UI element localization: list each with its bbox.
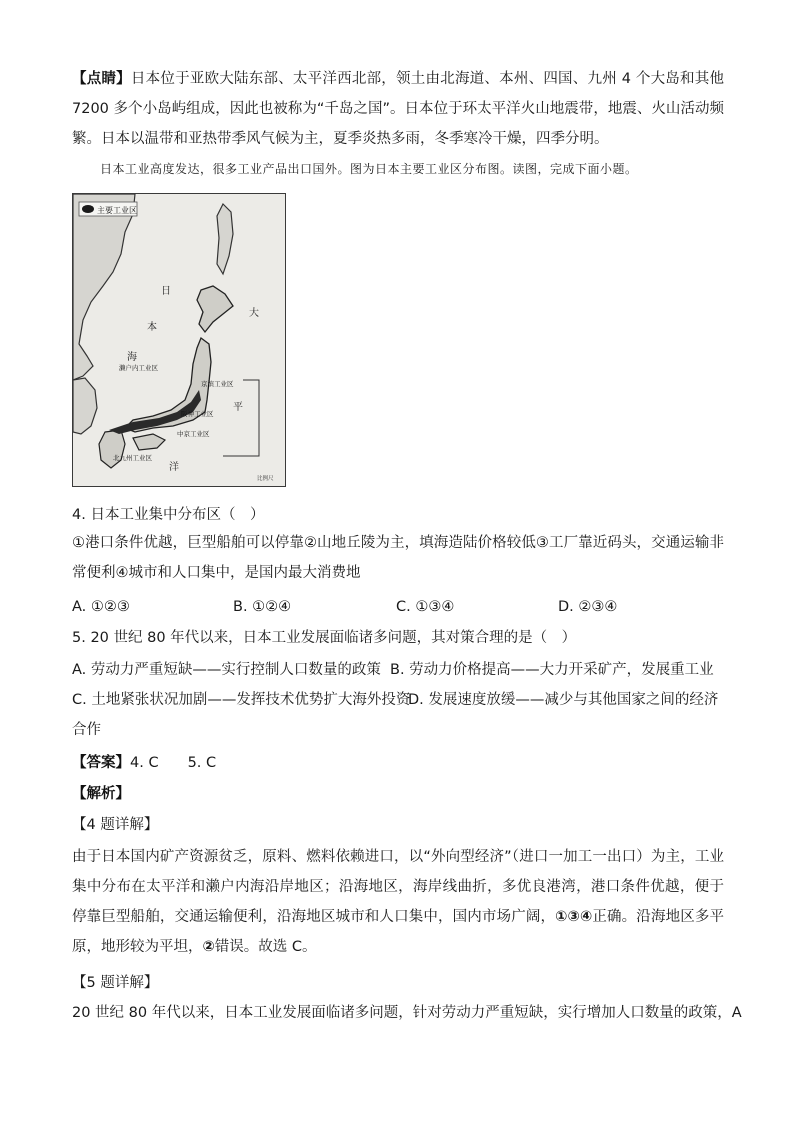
q4-choice-c: C. ①③④	[396, 599, 455, 615]
label-kitakyushu: 北九州工业区	[113, 454, 152, 462]
q4-choice-b: B. ①②④	[233, 599, 292, 615]
legend-label: 主要工业区	[97, 206, 137, 215]
dianjing-paragraph	[72, 64, 724, 154]
answer-text: 4. C 5. C	[130, 755, 217, 771]
q4-detail-wrong: ②	[202, 939, 215, 955]
japan-industrial-map	[72, 193, 286, 487]
label-hanshin: 阪神工业区	[181, 410, 214, 418]
label-setonaikai: 濑户内工业区	[119, 364, 158, 372]
answer-line	[72, 752, 216, 774]
label-ri: 日	[161, 286, 171, 297]
map-svg	[73, 194, 285, 486]
q4-choice-d: D. ②③④	[558, 599, 618, 615]
label-da: 大	[249, 308, 259, 319]
label-hai: 海	[127, 352, 137, 363]
dianjing-tag: 【点睛】	[72, 71, 131, 87]
q4-detail-text1: 由于日本国内矿产资源贫乏，原料、燃料依赖进口，以“外向型经济”（进口一加工一出口）为主，工业集中分布在太平洋和濑户内海沿岸地区；沿海地区，海岸线曲折，多优良港湾，港口条件优越，便于停靠巨型船舶，交通运输便利，沿海地区城市和人口集中，国内市场广阔，	[72, 849, 724, 925]
q4-choice-a: A. ①②③	[72, 599, 130, 615]
label-ben: 本	[147, 322, 157, 333]
q5-stem: 5. 20 世纪 80 年代以来，日本工业发展面临诸多问题，其对策合理的是（ ）	[72, 630, 577, 646]
q4-stem: 4. 日本工业集中分布区（ ）	[72, 507, 265, 523]
dianjing-text: 日本位于亚欧大陆东部、太平洋西北部，领土由北海道、本州、四国、九州 4 个大岛和其他 7200 多个小岛屿组成，因此也被称为“千岛之国”。日本位于环太平洋火山地震带，地震、火山活动频繁。日本以温带和亚热带季风气候为主，夏季炎热多雨，冬季寒冷干燥，四季分明。	[72, 71, 724, 147]
q5-choice-a: A. 劳动力严重短缺——实行控制人口数量的政策	[72, 662, 381, 678]
q5-choice-d: D. 发展速度放缓——减少与其他国家之间的经济	[408, 692, 719, 708]
q4-detail-correct: ①③④	[555, 909, 593, 925]
label-yang: 洋	[169, 462, 179, 473]
label-chukyo: 中京工业区	[177, 430, 210, 438]
answer-tag: 【答案】	[72, 755, 130, 771]
legend-swatch	[82, 205, 94, 213]
q4-detail-heading: 【4 题详解】	[72, 817, 159, 833]
label-ping: 平	[233, 402, 243, 413]
jiexi-tag: 【解析】	[72, 786, 130, 802]
question-intro: 日本工业高度发达，很多工业产品出口国外。图为日本主要工业区分布图。读图，完成下面小题。	[100, 162, 638, 176]
q4-detail-text	[72, 842, 724, 962]
q4-detail-text3: 错误。故选 C。	[214, 939, 317, 955]
q4-options-text: ①港口条件优越，巨型船舶可以停靠②山地丘陵为主，填海造陆价格较低③工厂靠近码头，交通运输非常便利④城市和人口集中，是国内最大消费地	[72, 535, 724, 581]
label-keihin: 京滨工业区	[201, 380, 234, 388]
q5-detail-heading: 【5 题详解】	[72, 975, 159, 991]
q4-detail-text2: 正确。沿海地区多平原，地形较为平坦，	[72, 909, 725, 955]
q5-detail-text: 20 世纪 80 年代以来，日本工业发展面临诸多问题，针对劳动力严重短缺，实行增加人口数量的政策，A	[72, 1005, 742, 1021]
jiexi-heading	[72, 783, 130, 805]
q5-choice-d-cont: 合作	[72, 722, 101, 738]
q5-choice-c: C. 土地紧张状况加剧——发挥技术优势扩大海外投资	[72, 692, 411, 708]
q5-choice-b: B. 劳动力价格提高——大力开采矿产，发展重工业	[390, 662, 714, 678]
label-scale: 比例尺	[257, 476, 274, 482]
